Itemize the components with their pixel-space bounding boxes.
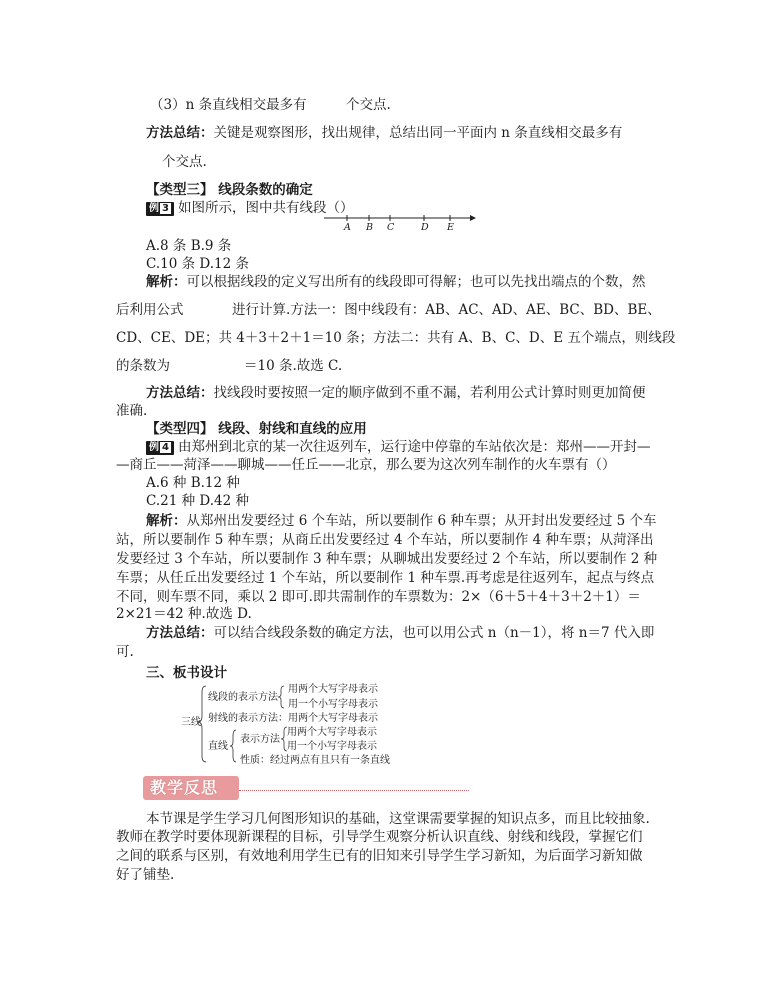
options-ab-4: A.6 种 B.12 种 <box>146 475 240 491</box>
analysis-4-l1: 解析：从郑州出发要经过 6 个车站，所以要制作 6 种车票；从开封出发要经过 5 个车 <box>146 513 657 529</box>
summary-text: 关键是观察图形，找出规律，总结出同一平面内 n 条直线相交最多有 <box>213 125 623 141</box>
analysis-3-l4a: 的条数为 <box>116 358 170 374</box>
reflection-rule <box>239 790 469 791</box>
method-summary-3: 方法总结：找线段时要按照一定的顺序做到不重不漏，若利用公式计算时则更加简便 <box>146 385 646 401</box>
example-badge: 例 4 <box>146 441 174 455</box>
reflection-title: 教学反思 <box>150 778 219 797</box>
example-3-question: 如图所示，图中共有线段（） <box>177 200 354 216</box>
reflection-l4: 好了铺垫. <box>116 867 175 883</box>
example-4-l1: 例 4 由郑州到北京的某一次往返列车，运行途中停靠的车站依次是：郑州——开封— <box>146 438 650 456</box>
question-3-suffix: 个交点. <box>346 97 391 113</box>
board-seg-rep-b: 用一个小写字母表示 <box>288 699 378 710</box>
analysis-4-l6: 2×21＝42 种.故选 D. <box>116 606 252 622</box>
options-cd-4: C.21 种 D.42 种 <box>146 493 250 509</box>
board-root: 三线 <box>181 717 201 728</box>
reflection-l3: 之间的联系与区别，有效地利用学生已有的旧知来引导学生学习新知，为后面学习新知做 <box>116 848 643 864</box>
example-badge: 例 3 <box>146 202 174 216</box>
type3-heading: 【类型三】 线段条数的确定 <box>146 182 313 198</box>
method-summary-1 <box>146 124 622 142</box>
type4-heading: 【类型四】 线段、射线和直线的应用 <box>146 421 367 437</box>
method-summary-4: 方法总结：可以结合线段条数的确定方法，也可以用公式 n（n－1），将 n＝7 代入即 <box>146 625 655 641</box>
analysis-4-l4: 车票；从任丘出发要经过 1 个车站，所以要制作 1 种车票.再考虑是往返列车，起点与终点 <box>116 570 655 586</box>
seg-brace <box>278 686 284 708</box>
options-ab: A.8 条 B.9 条 <box>146 238 232 254</box>
point-label-a: A <box>344 222 351 233</box>
analysis-3-l2b: 进行计算.方法一：图中线段有：AB、AC、AD、AE、BC、BD、BE、 <box>232 302 661 318</box>
board-line: 直线 <box>208 741 228 752</box>
reflection-l2: 教师在教学时要体现新课程的目标，引导学生观察分析认识直线、射线和线段，掌握它们 <box>116 829 643 845</box>
board-line-rep-a: 用两个大写字母表示 <box>287 727 377 738</box>
board-seg-rep-a: 用两个大写字母表示 <box>288 684 378 695</box>
method-summary-4-cont: 可. <box>116 644 134 660</box>
question-3-prefix: （3）n 条直线相交最多有 <box>150 97 307 113</box>
analysis-3-l4b: ＝10 条.故选 C. <box>244 358 343 374</box>
analysis-4-l5: 不同，则车票不同，乘以 2 即可.即共需制作的车票数为：2×（6＋5＋4＋3＋2＋1）＝ <box>116 589 641 605</box>
summary-label: 方法总结： <box>146 125 214 141</box>
arrow-head <box>470 215 476 221</box>
reflection-l1: 本节课是学生学习几何图形知识的基础，这堂课需要掌握的知识点多，而且比较抽象. <box>146 811 650 827</box>
point-label-b: B <box>366 222 373 233</box>
board-ray-rep: 射线的表示方法：用两个大写字母表示 <box>208 713 378 724</box>
point-label-d: D <box>421 222 429 233</box>
point-label-e: E <box>447 222 454 233</box>
board-heading: 三、板书设计 <box>146 665 227 681</box>
method-summary-3-cont: 准确. <box>116 403 148 419</box>
options-cd: C.10 条 D.12 条 <box>146 256 250 272</box>
line-brace <box>230 730 236 762</box>
analysis-3-l2a: 后利用公式 <box>116 302 184 318</box>
board-line-prop: 性质：经过两点有且只有一条直线 <box>240 755 390 766</box>
board-line-rep-b: 用一个小写字母表示 <box>287 741 377 752</box>
example-4-l2: —商丘——菏泽——聊城——任丘——北京，那么要为这次列车制作的火车票有（） <box>116 457 616 473</box>
analysis-4-l3: 发要经过 3 个车站，所以要制作 3 种车票；从聊城出发要经过 2 个车站，所以要制作 2 种 <box>116 551 658 567</box>
point-label-c: C <box>387 222 395 233</box>
summary-text-cont: 个交点. <box>162 154 207 170</box>
analysis-label: 解析： <box>146 274 187 290</box>
analysis-3-l1: 解析：可以根据线段的定义写出所有的线段即可得解；也可以先找出端点的个数，然 <box>146 274 646 290</box>
analysis-3-l3: CD、CE、DE；共 4＋3＋2＋1＝10 条；方法二：共有 A、B、C、D、E 五个端点，则线段 <box>116 330 676 346</box>
analysis-4-l2: 站，所以要制作 5 种车票；从商丘出发要经过 4 个车站，所以要制作 4 种车票；从菏泽出 <box>116 532 654 548</box>
board-line-rep: 表示方法 <box>240 734 280 745</box>
board-seg-rep: 线段的表示方法 <box>208 692 278 703</box>
